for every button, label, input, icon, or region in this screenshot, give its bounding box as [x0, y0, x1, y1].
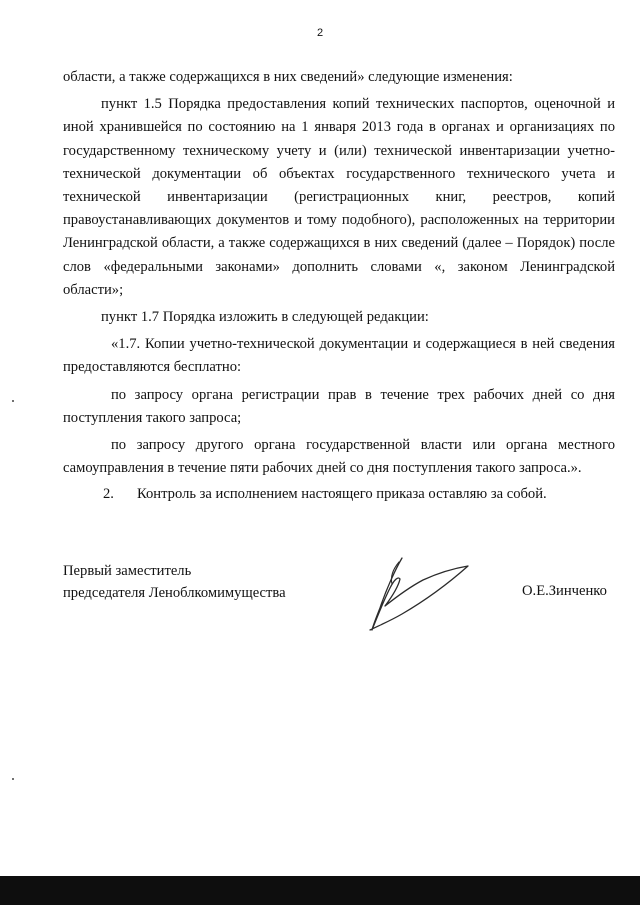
paragraph-item-1-7-intro: пункт 1.7 Порядка изложить в следующей редакции: — [101, 309, 429, 326]
paragraph-item-1-5: пункт 1.5 Порядка предоставления копий технических паспортов, оценочной и иной хранившейся по состоянию на 1 января 2013 года в органах и организациях по государственному техническому учету и (или) технической инвентаризации учетно-технической документации об объектах государственного технического учета и технической инвентаризации (регистрационных книг, реестров, копий правоустанавливающих документов и тому подобного), расположенных на территории Ленинградской области, а также содержащихся в них сведений (далее – Порядок) после слов «федеральными законами» дополнить словами «, законом Ленинградской области»; — [63, 96, 615, 298]
scan-edge-bar — [0, 876, 640, 905]
paragraph-number: 2. — [103, 486, 114, 503]
signer-name: О.Е.Зинченко — [522, 583, 607, 599]
signer-position — [63, 560, 286, 604]
paragraph-request-other-authority: по запросу другого органа государственной власти или органа местного самоуправления в течение пяти рабочих дней со дня поступления такого запроса.». — [63, 437, 615, 477]
document-body — [63, 66, 615, 507]
page-number: 2 — [316, 27, 324, 39]
signer-position-line-1: Первый заместитель — [63, 563, 192, 579]
paragraph-request-registration: по запросу органа регистрации прав в течение трех рабочих дней со дня поступления такого запроса; — [63, 386, 615, 426]
handwritten-signature — [368, 556, 473, 636]
signer-position-line-2: председателя Леноблкомимущества — [63, 585, 286, 601]
scan-artifact — [12, 778, 14, 780]
scan-artifact — [12, 400, 14, 402]
paragraph-item-1-7-text: «1.7. Копии учетно-технической документации и содержащиеся в ней сведения предоставляются бесплатно: — [63, 336, 615, 376]
paragraph-control — [63, 483, 615, 506]
paragraph-intro: области, а также содержащихся в них сведений» следующие изменения: — [63, 69, 513, 85]
paragraph-control-text: Контроль за исполнением настоящего приказа оставляю за собой. — [137, 486, 547, 503]
